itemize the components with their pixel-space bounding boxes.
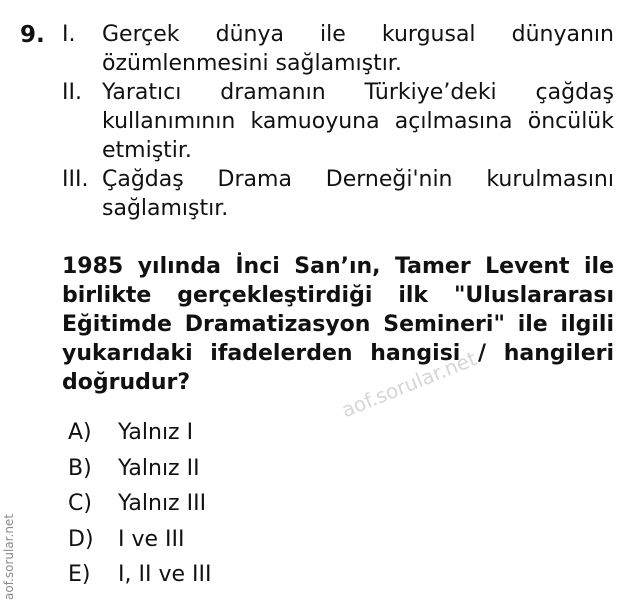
statement-1 [62, 20, 614, 78]
watermark: aof.sorular.net [338, 346, 480, 423]
option-e[interactable] [68, 560, 211, 596]
statement-text: Yaratıcı dramanın Türkiye’deki çağdaş kullanımının kamuoyuna açılmasına öncülük etmiştir. [102, 80, 614, 163]
option-text: Yalnız II [118, 455, 200, 481]
option-letter: C) [68, 491, 92, 516]
option-text: I ve III [118, 526, 185, 552]
option-letter: A) [68, 420, 92, 445]
option-letter: D) [68, 526, 94, 552]
statement-text: Çağdaş Drama Derneği'nin kurulmasını sağlamıştır. [102, 167, 614, 221]
answer-options [68, 418, 211, 596]
option-c[interactable] [68, 489, 211, 525]
option-text: I, II ve III [118, 562, 212, 587]
option-letter: E) [68, 562, 91, 587]
option-text: Yalnız I [118, 420, 194, 445]
statement-text: Gerçek dünya ile kurgusal dünyanın özümlenmesini sağlamıştır. [102, 22, 614, 76]
question-stem: 1985 yılında İnci San’ın, Tamer Levent ile birlikte gerçekleştirdiği ilk "Uluslararası Eğitimde Dramatizasyon Semineri" ile ilgili yukarıdaki ifadelerden hangisi / hangileri doğrudur? [62, 254, 614, 395]
option-d[interactable] [68, 525, 211, 561]
statement-3 [62, 165, 614, 223]
option-b[interactable] [68, 454, 211, 490]
option-letter: B) [68, 455, 92, 481]
statement-numeral: II. [62, 80, 82, 105]
side-watermark: aof.sorular.net [2, 513, 16, 600]
statement-numeral: III. [62, 167, 89, 192]
option-text: Yalnız III [118, 491, 207, 516]
statement-2 [62, 78, 614, 165]
statement-numeral: I. [62, 22, 76, 47]
question-number: 9. [20, 22, 45, 48]
option-a[interactable] [68, 418, 211, 454]
